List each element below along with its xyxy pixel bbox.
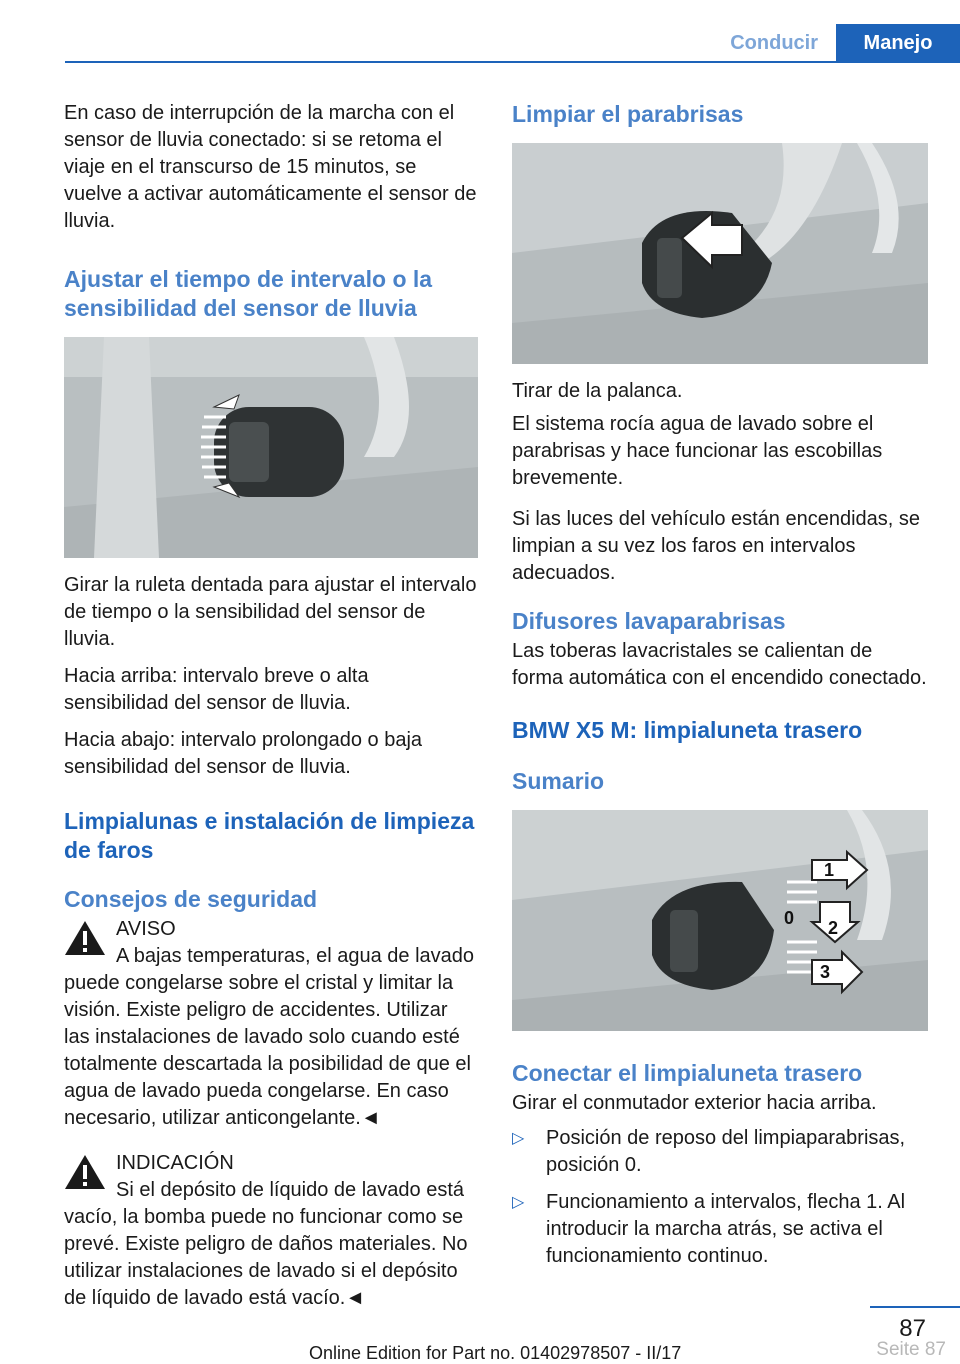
list-item: ▷ Funcionamiento a intervalos, flecha 1. Al introducir la marcha atrás, se activa el funcionamiento continuo. (512, 1191, 906, 1267)
warning-aviso (64, 916, 478, 1132)
para-tirar: Tirar de la palanca. (512, 380, 683, 402)
figure-label-0: 0 (784, 908, 795, 928)
watermark: Seite 87 (876, 1339, 946, 1360)
edition-note: Online Edition for Part no. 01402978507 - II/17 (309, 1343, 682, 1363)
list-item: ▷ Posición de reposo del limpiaparabrisas, posición 0. (512, 1127, 906, 1176)
left-column (64, 100, 478, 1312)
para-girar: Girar la ruleta dentada para ajustar el intervalo de tiempo o la sensibilidad del sensor de lluvia. (64, 574, 477, 650)
heading-limpialunas: Limpialunas e instalación de limpieza de faros (64, 808, 475, 863)
right-column (512, 100, 928, 1280)
header-tab-conducir: Conducir (712, 24, 836, 62)
warning-indicacion (64, 1150, 478, 1312)
warning-aviso-text: A bajas temperaturas, el agua de lavado puede congelarse sobre el cristal y limitar la visión. Existe peligro de accidentes. Utilizar las instalaciones de lavado solo cuando esté totalmente descartada la posibilidad de que el agua de lavado pueda congelarse. En caso necesario, utilizar anticongelante.◄ (64, 945, 475, 1129)
para-girar-exterior: Girar el conmutador exterior hacia arriba. (512, 1092, 877, 1114)
warning-indicacion-text: Si el depósito de líquido de lavado está vacío, la bomba puede no funcionar como se prevé. Existe peligro de daños materiales. No utilizar instalaciones de lavado si el depósito de líquido de lavado está vacío.◄ (64, 1179, 468, 1309)
para-toberas: Las toberas lavacristales se calientan de forma automática con el encendido conectado. (512, 640, 927, 689)
heading-bmw-x5m: BMW X5 M: limpialuneta trasero (512, 717, 863, 743)
heading-consejos: Consejos de seguridad (64, 886, 318, 912)
header-tab-manejo: Manejo (836, 24, 960, 62)
para-abajo: Hacia abajo: intervalo prolongado o baja sensibilidad del sensor de lluvia. (64, 729, 423, 778)
page-header (712, 24, 960, 62)
para-sistema: El sistema rocía agua de lavado sobre el parabrisas y hace funcionar las escobillas brevemente. (512, 413, 883, 489)
bullet-triangle-icon: ▷ (512, 1130, 525, 1147)
warning-indicacion-title: INDICACIÓN (116, 1152, 234, 1174)
warning-triangle-icon (64, 1154, 106, 1190)
figure-rotary-wheel (64, 337, 478, 558)
header-rule (65, 61, 960, 63)
figure-label-2: 2 (828, 918, 839, 938)
para-arriba: Hacia arriba: intervalo breve o alta sensibilidad del sensor de lluvia. (64, 665, 369, 714)
warning-aviso-title: AVISO (116, 918, 176, 940)
heading-limpiar: Limpiar el parabrisas (512, 101, 744, 127)
bullet-triangle-icon: ▷ (512, 1194, 525, 1211)
para-luces: Si las luces del vehículo están encendidas, se limpian a su vez los faros en intervalos adecuados. (512, 508, 921, 584)
figure-label-3: 3 (820, 962, 831, 982)
heading-interval: Ajustar el tiempo de intervalo o la sensibilidad del sensor de lluvia (64, 266, 433, 321)
figure-label-1: 1 (824, 860, 835, 880)
heading-conectar: Conectar el limpialuneta trasero (512, 1060, 863, 1086)
intro-paragraph: En caso de interrupción de la marcha con el sensor de lluvia conectado: si se retoma el viaje en el transcurso de 15 minutos, se vuelve a activar automáticamente el sensor de lluvia. (64, 102, 477, 232)
heading-sumario: Sumario (512, 768, 605, 794)
heading-difusores: Difusores lavaparabrisas (512, 608, 786, 634)
page-number-rule (870, 1306, 960, 1308)
figure-pull-lever (512, 143, 928, 364)
bullet-list (512, 1125, 928, 1270)
figure-rear-wiper-switch (512, 810, 928, 1031)
page-number: 87 (899, 1315, 926, 1342)
warning-triangle-icon (64, 920, 106, 956)
